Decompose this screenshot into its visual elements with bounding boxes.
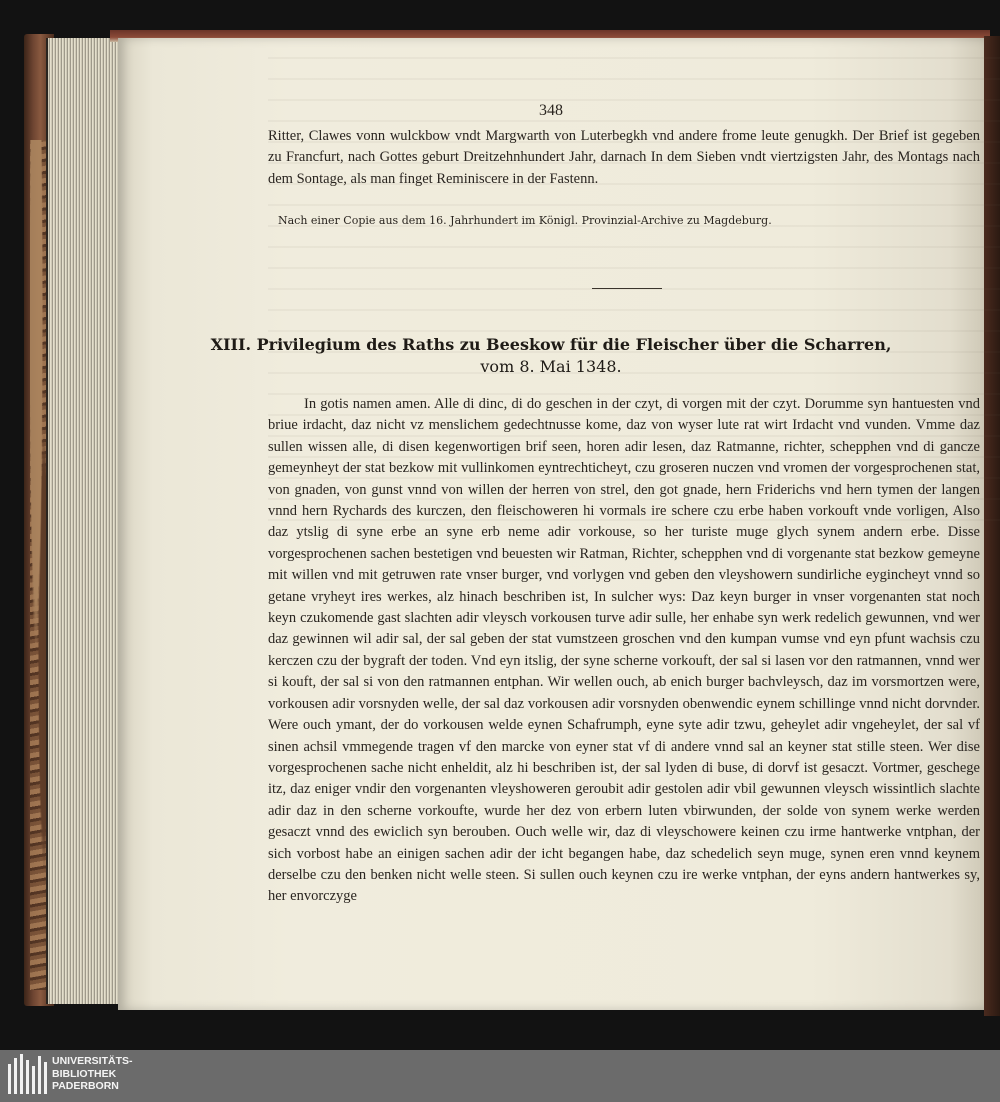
main-text: In gotis namen amen. Alle di dinc, di do geschen in der czyt, di vorgen mit der czyt. Dorumme syn hantuesten vnd briue irdacht, daz nicht vz menslichem gedechtnusse kome, daz von wyser lute rat wirt Irdacht vnd vunden. Vmme daz sullen wissen alle, di disen kegenwortigen brif seen, horen adir lesen, daz Ratmanne, richter, schepphen vnd di gancze gemeynheyt der stat bezkow mit vullinkomen eyntrechticheyt, czu groseren nuczen vnd vromen der vorgesprochenen stat, von gnaden, von gunst vnnd von willen der herren von strel, den got gnade, hern Friderichs vnd hern tymen der langen vnnd hern Rychards des kurczen, den fleischoweren hi vormals ire schere czu erbe haben vorkouft vnde vorligen, Also daz ytslig di syne erbe an syne erb neme adir vorkouse, so her turiste muge glych synem andern erbe. Disse vorgesprochenen sachen bestetigen vnd beuesten wir Ratman, Richter, schepphen vnd di vorgenante stat bezkow gemeyne mit willen vnd mit getruwen rate vnser burger, vnd vorlygen vnd geben den vleyshowern sundirliche eygincheyt vnnd so getane vryheyt ires werkes, alz hinach beschriben ist, In sulcher wys: Daz keyn burger in vnser vorgenanten stat noch keyn czukomende gast slachten adir vleysch vorkousen turve adir sulle, her enhabe syn werk redelich gewunnen, vnd wer daz gewinnen wil adir sal, der sal geben der stat vumstzeen groschen vnd den kumpan vumse vnd eyn pfunt wachsis czu kerczen czu der bygraft der toden. Vnd eyn itslig, der syne scherne vorkouft, der sal si lasen vor den ratmannen, vnnd wer si kouft, der sal si von den ratmannen entphan. Wir wellen ouch, ab enich burger bachvleysch, daz im vorsmortzen were, vorkousen adir vorsnyden welle, der sal daz vorkousen adir vorsnyden obenwendic eynem schillinge vnnd nicht dorvnder. Were ouch ymant, der do vorkousen welde eynen Schafrumph, eyne syte adir tzwu, geheylet adir vngeheylet, der sal vf sinen achsil vmmegende tragen vf den marcke von eyner stat vf di andere vnnd sal an keyner stat stille steen. Wer dise vorgesprochenen sache nicht enheldit, alz hi beschriben ist, der sal lyden di buse, di dorvf ist gesaczt. Vortmer, geschege itz, daz eniger vndir den vorgenanten vleyshoweren geroubit adir gestolen adir vbil gewunnen vleysch wissintlich slachte adir daz in den scherne vorkoufte, wurde her dez von erbern luten vbirwunden, der solde von synem werke werden gesaczt vnnd des ewiclich syn berouben. Ouch welle wir, daz di vleyschowere keinen czu irme hantwerke vntphan, der sich vorbost habe an einigen sachen adir der icht begangen habe, daz schedelich seyn muge, synen eren vnnd keynem derselbe czu den benken nicht welle steen. Si sullen ouch keynen czu ire werke vntphan, der eyns andern hantwerkes sy, her envorczyge (268, 396, 980, 905)
library-logo-icon (6, 1054, 50, 1098)
library-name-line2: BIBLIOTHEK (52, 1067, 117, 1080)
page-edges (46, 38, 124, 1004)
source-note: Nach einer Copie aus dem 16. Jahrhundert im Königl. Provinzial-Archive zu Magdeburg. (278, 214, 772, 227)
document-heading (118, 334, 984, 378)
heading-date: vom 8. Mai 1348. (480, 357, 622, 376)
library-name (52, 1055, 133, 1093)
section-divider (592, 288, 662, 289)
library-name-line3: PADERBORN (52, 1080, 119, 1092)
heading-title: XIII. Privilegium des Raths zu Beeskow für die Fleischer über die Scharren, (210, 335, 892, 354)
library-name-line1: UNIVERSITÄTS- (52, 1055, 133, 1067)
intro-paragraph: Ritter, Clawes vonn wulckbow vndt Margwarth von Luterbegkh vnd andere frome leute genugkh. Der Brief ist gegeben zu Francfurt, nach Gottes geburt Dreitzehnhundert Jahr, darnach In dem Sieben vndt viertzigsten Jahr, des Montags nach dem Sontage, als man finget Reminiscere in der Fastenn. (268, 128, 980, 187)
library-footer (0, 1050, 1000, 1102)
book-page (118, 38, 984, 1010)
page-number: 348 (539, 102, 563, 119)
